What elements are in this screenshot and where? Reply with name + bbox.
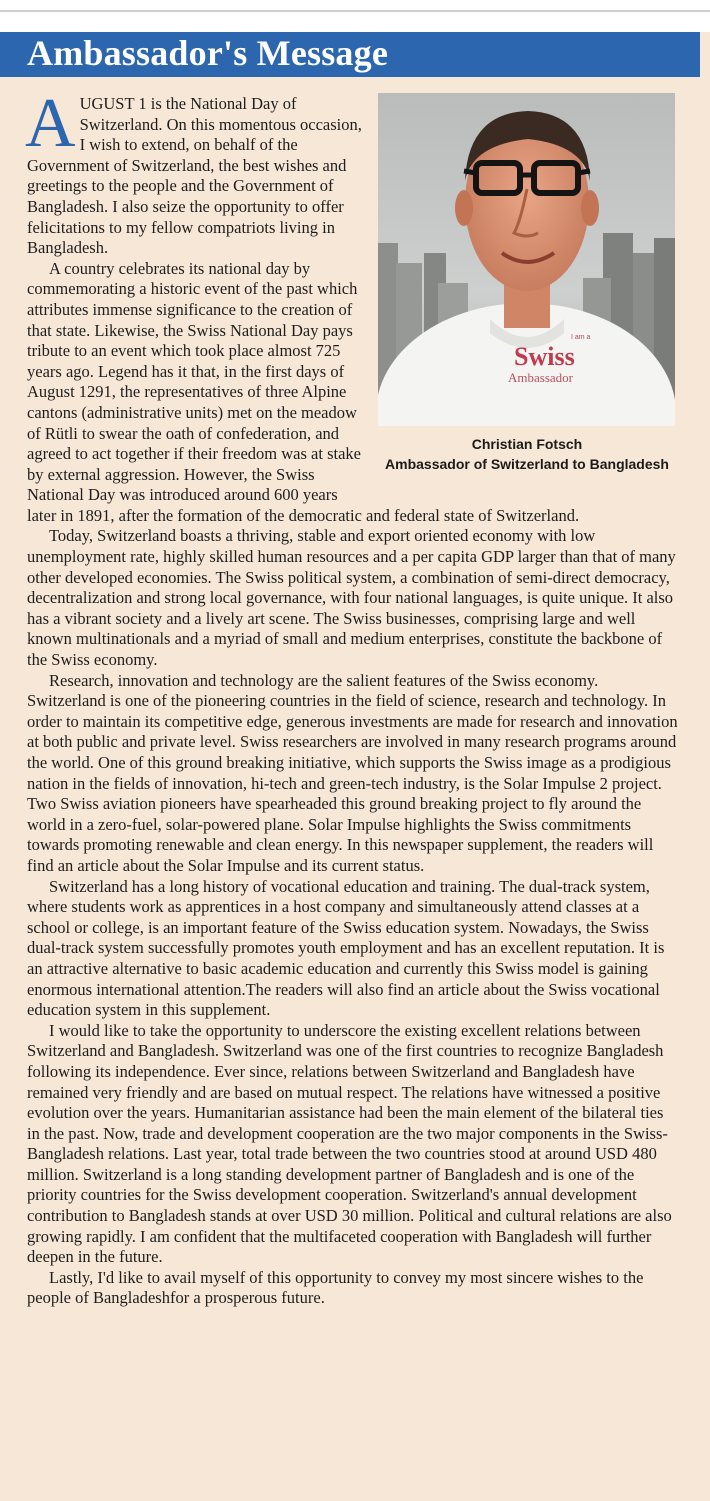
paragraph-6: I would like to take the opportunity to underscore the existing excellent relations between Switzerland and Bangladesh. Switzerland was one of the first countries to recognize Bangladesh following its independence. Ever since, relations between Switzerland and Bangladesh have remained very friendly and are based on mutual respect. The relations have witnessed a positive evolution over the years. Humanitarian assistance had been the main element of the bilateral ties in the past. Now, trade and development cooperation are the two major components in the Swiss-Bangladesh relations. Last year, total trade between the two countries stood at around USD 480 million. Switzerland is a long standing development partner of Bangladesh and is one of the priority countries for the Swiss development cooperation. Switzerland's annual development contribution to Bangladesh stands at over USD 30 million. Political and cultural relations are also growing rapidly. I am confident that the multifaceted cooperation with Bangladesh will further deepen in the future.	[27, 1020, 672, 1267]
shirt-print-line3: Ambassador	[508, 370, 573, 385]
drop-cap: A	[25, 85, 76, 162]
paragraph-3: Today, Switzerland boasts a thriving, stable and export oriented economy with low unemployment rate, highly skilled human resources and a per capita GDP larger than that of many other developed economies. The Swiss political system, a combination of semi-direct democracy, decentralization and strong local governance, with four national languages, is quite unique. It also has a vibrant society and a lively art scene. The Swiss businesses, comprising large and well known multinationals and a myriad of small and medium enterprises, constitute the backbone of the Swiss economy.	[27, 526, 676, 670]
caption-role: Ambassador of Switzerland to Bangladesh	[385, 456, 669, 472]
paragraph-2: A country celebrates its national day by commemorating a historic event of the past which attributes immense significance to the creation of that state. Likewise, the Swiss National Day pays tribute to an event which took place almost 725 years ago. Legend has it that, in the first days of August 1291, the representatives of three Alpine cantons (administrative units) met on the meadow of Rütli to swear the oath of confederation, and agreed to act together if their freedom was at stake by external aggression. However, the Swiss National Day was introduced around 600 years later in 1891, after the formation of the democratic and federal state of Switzerland.	[27, 258, 580, 525]
caption-name: Christian Fotsch	[471, 436, 583, 452]
top-divider	[0, 10, 710, 12]
photo-float-space	[379, 94, 679, 488]
shirt-print-line2: Swiss	[514, 342, 575, 371]
paragraph-1-text: UGUST 1 is the National Day of Switzerland. On this momentous occasion, I wish to extend, on behalf of the Government of Switzerland, the best wishes and greetings to the people and the Government of Bangladesh. I also seize the opportunity to offer felicitations to my fellow compatriots living in Bangladesh.	[27, 94, 362, 258]
article-body	[25, 85, 679, 1309]
shirt-print-line1: I am a	[571, 334, 591, 341]
paragraph-7: Lastly, I'd like to avail myself of this opportunity to convey my most sincere wishes to the people of Bangladeshfor a prosperous future.	[27, 1267, 644, 1308]
paragraph-4: Research, innovation and technology are the salient features of the Swiss economy. Switzerland is one of the pioneering countries in the field of science, research and technology. In order to maintain its competitive edge, generous investments are made for research and innovation at both public and private level. Swiss researchers are involved in many research programs around the world. One of this ground breaking initiative, which supports the Swiss image as a prodigious nation in the fields of innovation, hi-tech and green-tech industry, is the Solar Impulse 2 project. Two Swiss aviation pioneers have spearheaded this ground breaking project to fly around the world in a zero-fuel, solar-powered plane. Solar Impulse highlights the Swiss commitments towards promoting renewable and clean energy. In this newspaper supplement, the readers will find an article about the Solar Impulse and its current status.	[27, 670, 678, 875]
page-title: Ambassador's Message	[27, 33, 388, 73]
paragraph-5: Switzerland has a long history of vocational education and training. The dual-track system, where students work as apprentices in a host company and simultaneously attend classes at a school or college, is an important feature of the Swiss education system. Nowadays, the Swiss dual-track system successfully promotes youth employment and has an excellent reputation. It is an attractive alternative to basic academic education and currently this Swiss model is gaining enormous international attention.The readers will also find an article about the Swiss vocational education system in this supplement.	[27, 876, 665, 1020]
